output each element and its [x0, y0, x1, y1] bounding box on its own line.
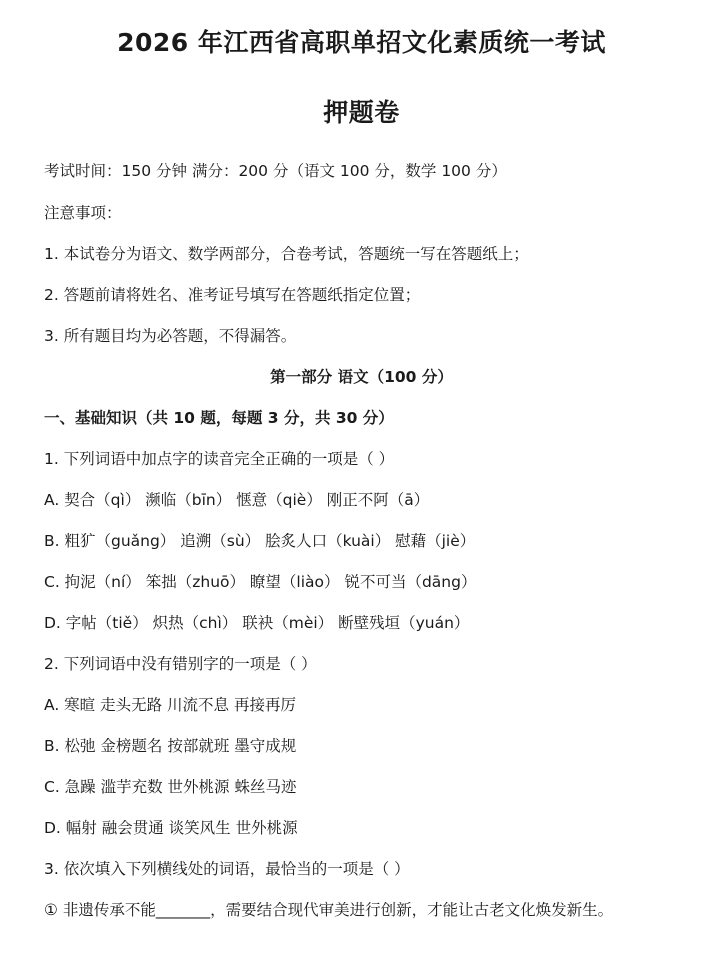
question-stem: 3. 依次填入下列横线处的词语，最恰当的一项是（ ）: [44, 860, 410, 878]
notice-heading: 注意事项：: [44, 204, 122, 222]
question-option: A. 契合（qì） 濒临（bīn） 惬意（qiè） 刚正不阿（ā）: [44, 491, 430, 509]
question-option: A. 寒暄 走头无路 川流不息 再接再厉: [44, 696, 296, 714]
question-option: ① 非遗传承不能_______，需要结合现代审美进行创新，才能让古老文化焕发新生。: [44, 901, 614, 919]
question-option: B. 松弛 金榜题名 按部就班 墨守成规: [44, 737, 297, 755]
question-option: C. 拘泥（ní） 笨拙（zhuō） 瞭望（liào） 锐不可当（dāng）: [44, 573, 477, 591]
exam-title: 2026 年江西省高职单招文化素质统一考试: [117, 28, 606, 57]
exam-subtitle: 押题卷: [323, 98, 400, 127]
notice-item: 3. 所有题目均为必答题，不得漏答。: [44, 327, 297, 345]
notice-item: 1. 本试卷分为语文、数学两部分，合卷考试，答题统一写在答题纸上；: [44, 245, 529, 263]
question-stem: 2. 下列词语中没有错别字的一项是（ ）: [44, 655, 317, 673]
part-heading: 第一部分 语文（100 分）: [270, 368, 453, 386]
notice-item: 2. 答题前请将姓名、准考证号填写在答题纸指定位置；: [44, 286, 421, 304]
question-option: D. 字帖（tiě） 炽热（chì） 联袂（mèi） 断壁残垣（yuán）: [44, 614, 470, 632]
exam-info: 考试时间：150 分钟 满分：200 分（语文 100 分，数学 100 分）: [44, 162, 507, 180]
question-stem: 1. 下列词语中加点字的读音完全正确的一项是（ ）: [44, 450, 395, 468]
question-option: D. 幅射 融会贯通 谈笑风生 世外桃源: [44, 819, 298, 837]
question-option: C. 急躁 滥芋充数 世外桃源 蛛丝马迹: [44, 778, 297, 796]
section-heading: 一、基础知识（共 10 题，每题 3 分，共 30 分）: [44, 409, 394, 427]
question-option: B. 粗犷（guǎng） 追溯（sù） 脍炙人口（kuài） 慰藉（jiè）: [44, 532, 476, 550]
